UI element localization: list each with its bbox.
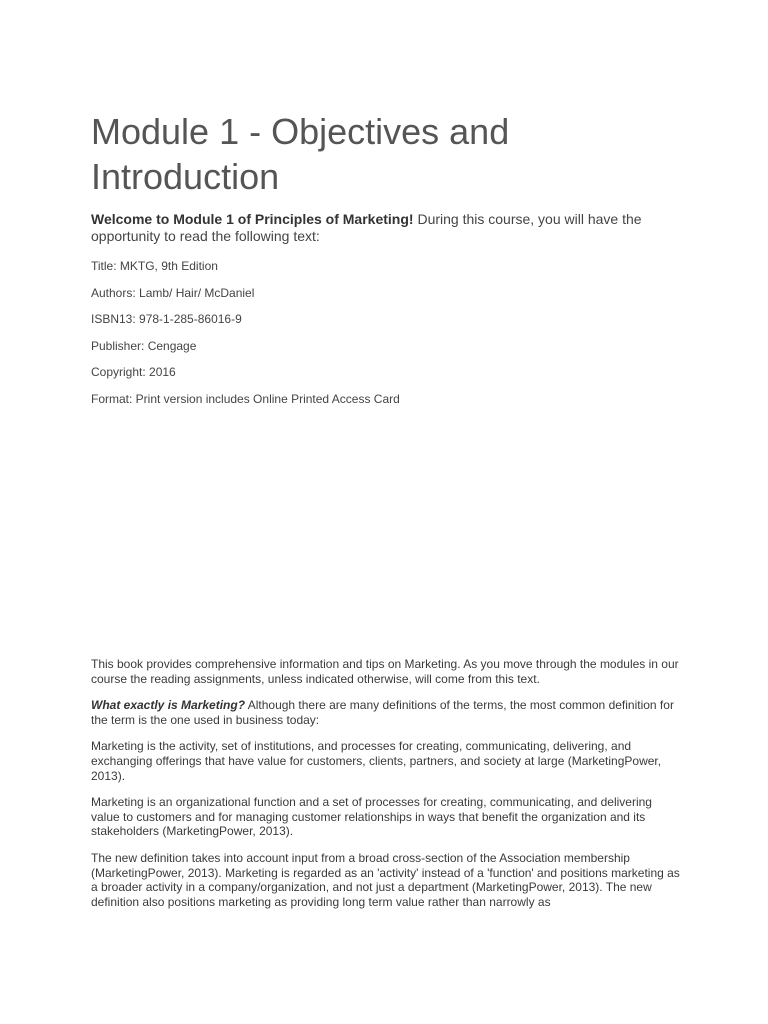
book-publisher-line: Publisher: Cengage [91, 339, 197, 353]
book-copyright-line: Copyright: 2016 [91, 365, 176, 379]
marketing-question-rest: Although there are many definitions of the terms, the most common definition for the term is the one used in business today: [91, 698, 674, 727]
intro-paragraph [91, 211, 681, 245]
marketing-question: What exactly is Marketing? [91, 698, 246, 713]
page-title: Module 1 - Objectives and Introduction [91, 111, 510, 197]
book-description-paragraph: This book provides comprehensive information and tips on Marketing. As you move through the modules in our course the reading assignments, unless indicated otherwise, will come from this text. [91, 657, 679, 686]
definition-paragraph-1: Marketing is the activity, set of institutions, and processes for creating, communicating, delivering, and exchanging offerings that have value for customers, clients, partners, and society at large (MarketingPower, 2013). [91, 739, 662, 783]
definition-paragraph-2: Marketing is an organizational function and a set of processes for creating, communicating, and delivering value to customers and for managing customer relationships in ways that benefit the organization and its stakeholders (MarketingPower, 2013). [91, 795, 652, 839]
book-title-line: Title: MKTG, 9th Edition [91, 259, 218, 273]
new-definition-paragraph: The new definition takes into account input from a broad cross-section of the Association membership (MarketingPower, 2013). Marketing is regarded as an 'activity' instead of a 'function' and positions marketing as a broader activity in a company/organization, and not just a department (MarketingPower, 2013). The new definition also positions marketing as providing long term value rather than narrowly as [91, 850, 680, 909]
book-authors-line: Authors: Lamb/ Hair/ McDaniel [91, 286, 255, 300]
book-format-line: Format: Print version includes Online Printed Access Card [91, 392, 400, 406]
intro-rest: During this course, you will have the opportunity to read the following text: [91, 211, 642, 244]
body-text [91, 657, 681, 921]
marketing-question-paragraph [91, 698, 681, 727]
intro-lead: Welcome to Module 1 of Principles of Marketing! [91, 211, 414, 227]
book-isbn-line: ISBN13: 978-1-285-86016-9 [91, 312, 242, 326]
